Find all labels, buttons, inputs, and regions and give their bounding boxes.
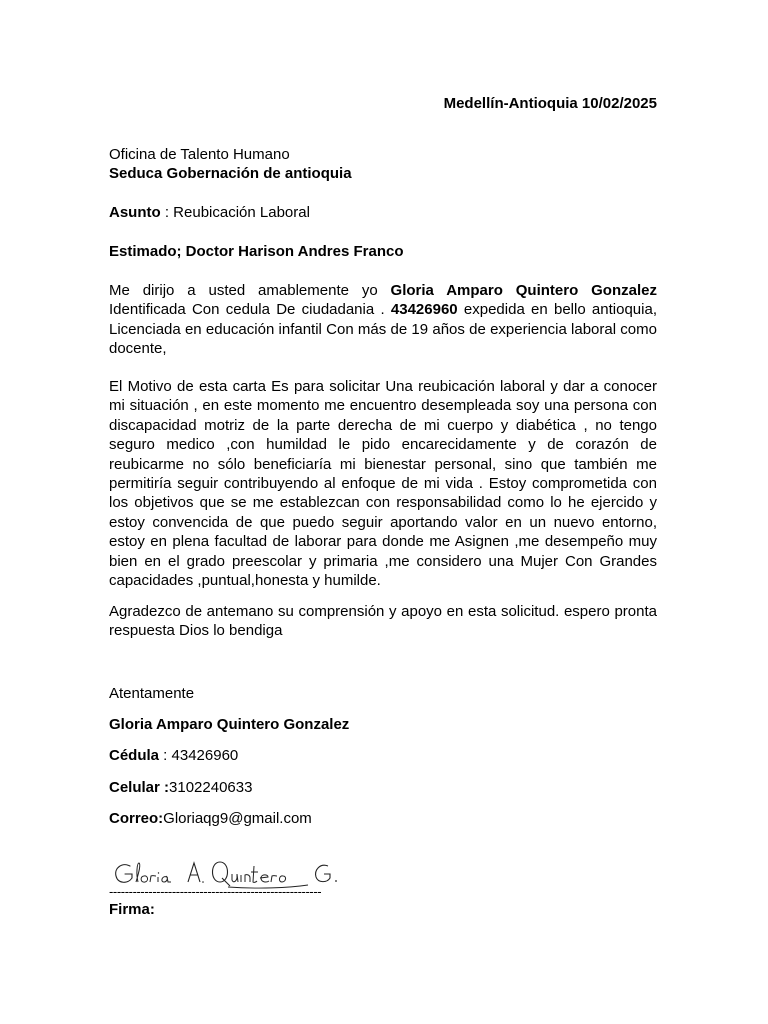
signature-line: ------------------------------------------------------ — [109, 885, 322, 899]
celular-value: 3102240633 — [169, 779, 253, 796]
cedula-line — [109, 747, 238, 765]
cedula-value: : 43426960 — [159, 747, 239, 764]
intro-text: Me dirijo a usted amablemente yo — [109, 282, 391, 299]
cedula-label: Cédula — [109, 747, 160, 764]
recipient-office: Oficina de Talento Humano — [109, 146, 290, 163]
paragraph-intro — [109, 281, 657, 359]
correo-value: Gloriaqg9@gmail.com — [163, 810, 312, 827]
recipient-entity: Seduca Gobernación de antioquia — [109, 165, 352, 182]
intro-rest: expedida en bello antioquia, Licenciada en educación infantil Con más de 19 años de experiencia laboral como docente, — [109, 301, 657, 358]
subject-line — [109, 204, 310, 222]
celular-line — [109, 779, 252, 797]
subject-value: : Reubicación Laboral — [160, 204, 310, 221]
greeting: Estimado; Doctor Harison Andres Franco — [109, 243, 404, 260]
paragraph-thanks: Agradezco de antemano su comprensión y apoyo en esta solicitud. espero pronta respuesta Dios lo bendiga — [109, 603, 657, 640]
paragraph-motive: El Motivo de esta carta Es para solicitar Una reubicación laboral y dar a conocer mi situación , en este momento me encuentro desempleada soy una persona con discapacidad motriz de la parte derecha de mi cuerpo y diabética , no tengo seguro medico ,con humildad le pido encarecidamente y de corazón de reubicarme no sólo beneficiaría mi bienestar personal, sino que también me permitiría seguir contribuyendo al enfoque de mi vida . Estoy comprometida con los objetivos que se me establezcan con responsabilidad como lo he ejercido y estoy convencida de que puedo seguir aportando valor en un nuevo entorno, estoy en plena facultad de laborar para donde me Asignen ,me desempeño muy bien en el grado preescolar y primaria ,me considero una Mujer Con Grandes capacidades ,puntual,honesta y humilde. — [109, 378, 657, 590]
signer-name: Gloria Amparo Quintero Gonzalez — [109, 716, 350, 733]
signature-label: Firma: — [109, 901, 155, 918]
place-date: Medellín-Antioquia 10/02/2025 — [443, 95, 657, 112]
celular-label: Celular : — [109, 779, 170, 796]
correo-line — [109, 810, 312, 828]
id-number: 43426960 — [390, 301, 458, 319]
subject-label: Asunto — [109, 204, 161, 221]
id-text: Identificada Con cedula De ciudadania . — [109, 301, 391, 319]
closing: Atentamente — [109, 685, 195, 702]
sender-name: Gloria Amparo Quintero Gonzalez — [390, 282, 657, 299]
correo-label: Correo: — [109, 810, 164, 827]
